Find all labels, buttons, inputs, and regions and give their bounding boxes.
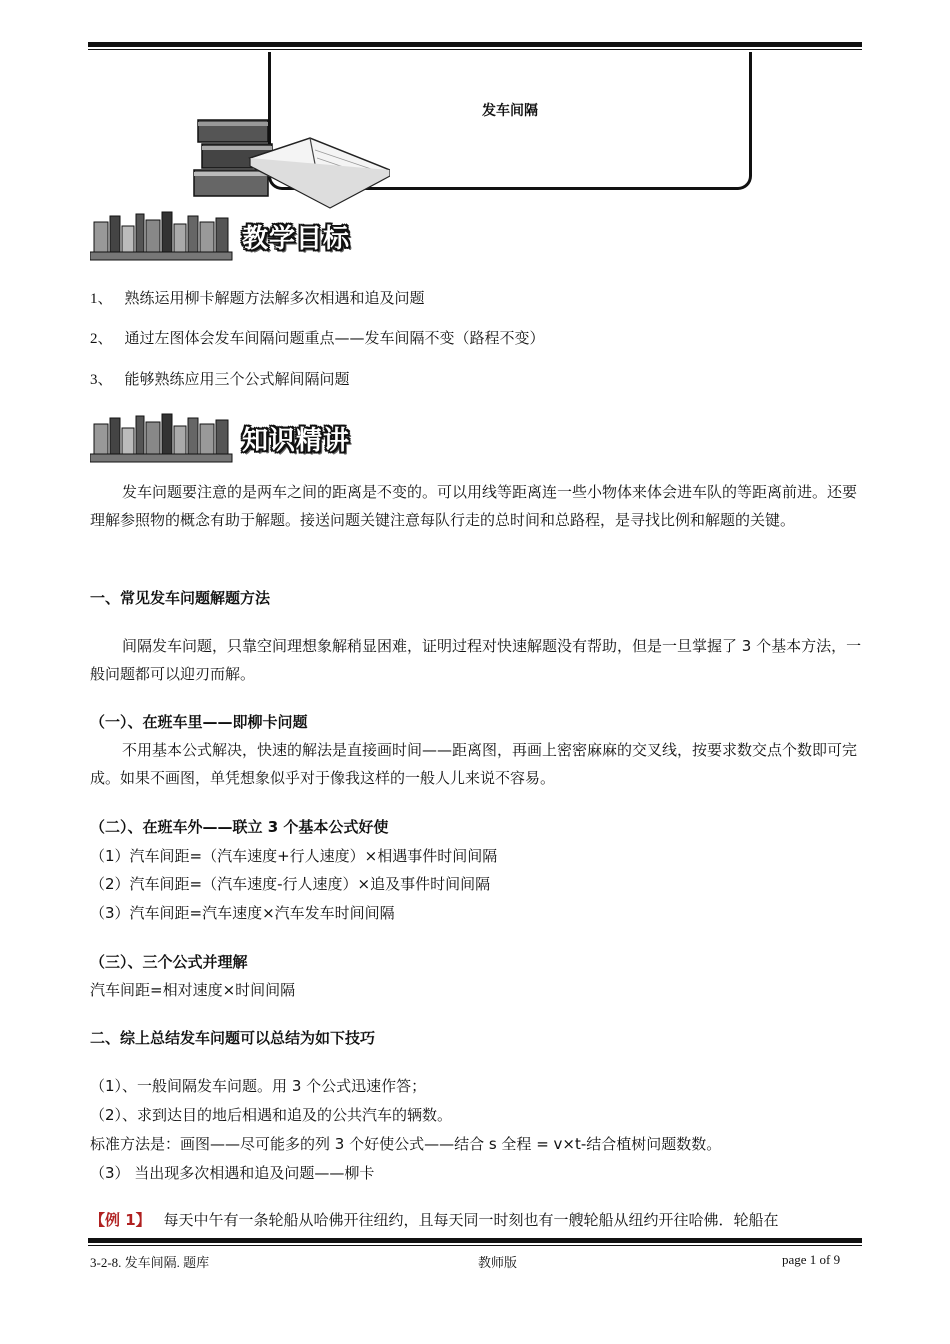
sub2-heading: （二）、在班车外——联立 3 个基本公式好使 bbox=[90, 818, 389, 836]
objective-item: 2、 通过左图体会发车间隔问题重点——发车间隔不变（路程不变） bbox=[90, 329, 545, 347]
intro-paragraph: 发车问题要注意的是两车之间的距离是不变的。可以用线等距离连一些小物体来体会进车队的等距离前进。还要理解参照物的概念有助于解题。接送问题关键注意每队行走的总时间和总路程，是寻找比例和解题的关键。 bbox=[90, 483, 858, 529]
top-rule bbox=[88, 42, 862, 47]
formula-item: （2）汽车间距=（汽车速度-行人速度）×追及事件时间间隔 bbox=[90, 875, 491, 893]
example-tag: 【例 1】 bbox=[90, 1211, 151, 1229]
part1-heading: 一、常见发车问题解题方法 bbox=[90, 589, 271, 607]
page-title: 发车间隔 bbox=[482, 103, 538, 119]
sub1-heading: （一）、在班车里——即柳卡问题 bbox=[90, 713, 308, 731]
part1-paragraph: 间隔发车问题，只靠空间理想象解稍显困难，证明过程对快速解题没有帮助，但是一旦掌握了 3 个基本方法，一般问题都可以迎刃而解。 bbox=[90, 637, 862, 683]
knowledge-title: 知识精讲 bbox=[242, 426, 351, 456]
footer-edition: 教师版 bbox=[478, 1255, 518, 1270]
bookshelf-icon bbox=[90, 410, 235, 464]
knowledge-banner bbox=[90, 410, 370, 464]
footer-source: 3-2-8. 发车间隔. 题库 bbox=[90, 1255, 210, 1270]
objective-item: 3、 能够熟练应用三个公式解间隔问题 bbox=[90, 370, 350, 388]
formula-item: （1）汽车间距=（汽车速度+行人速度）×相遇事件时间间隔 bbox=[90, 847, 498, 865]
formula-item: （3）汽车间距=汽车速度×汽车发车时间间隔 bbox=[90, 904, 395, 922]
example-text: 每天中午有一条轮船从哈佛开往纽约，且每天同一时刻也有一艘轮船从纽约开往哈佛．轮船在 bbox=[163, 1211, 779, 1229]
sub1-paragraph: 不用基本公式解决，快速的解法是直接画时间——距离图，再画上密密麻麻的交叉线，按要求数交点个数即可完成。如果不画图，单凭想象似乎对于像我这样的一般人儿来说不容易。 bbox=[90, 741, 858, 787]
bottom-rule-thin bbox=[88, 1245, 862, 1246]
technique-item: （2）、求到达目的地后相遇和追及的公共汽车的辆数。 bbox=[90, 1106, 453, 1124]
bookshelf-icon bbox=[90, 208, 235, 262]
example-1 bbox=[90, 1206, 865, 1234]
technique-item: 标准方法是：画图——尽可能多的列 3 个好使公式——结合 s 全程 = v×t-结合植树问题数数。 bbox=[90, 1135, 722, 1153]
bottom-rule bbox=[88, 1238, 862, 1243]
books-illustration-icon bbox=[190, 110, 390, 215]
objectives-title: 教学目标 bbox=[242, 224, 351, 254]
objective-item: 1、 熟练运用柳卡解题方法解多次相遇和追及问题 bbox=[90, 289, 425, 307]
sub3-heading: （三）、三个公式并理解 bbox=[90, 953, 248, 971]
technique-item: （1）、一般间隔发车问题。用 3 个公式迅速作答； bbox=[90, 1077, 427, 1095]
sub3-paragraph: 汽车间距=相对速度×时间间隔 bbox=[90, 981, 296, 999]
footer-page-number: page 1 of 9 bbox=[782, 1252, 841, 1267]
top-rule-thin bbox=[88, 49, 862, 50]
objectives-banner bbox=[90, 208, 370, 262]
part2-heading: 二、综上总结发车问题可以总结为如下技巧 bbox=[90, 1029, 376, 1047]
technique-item: （3） 当出现多次相遇和追及问题——柳卡 bbox=[90, 1164, 375, 1182]
